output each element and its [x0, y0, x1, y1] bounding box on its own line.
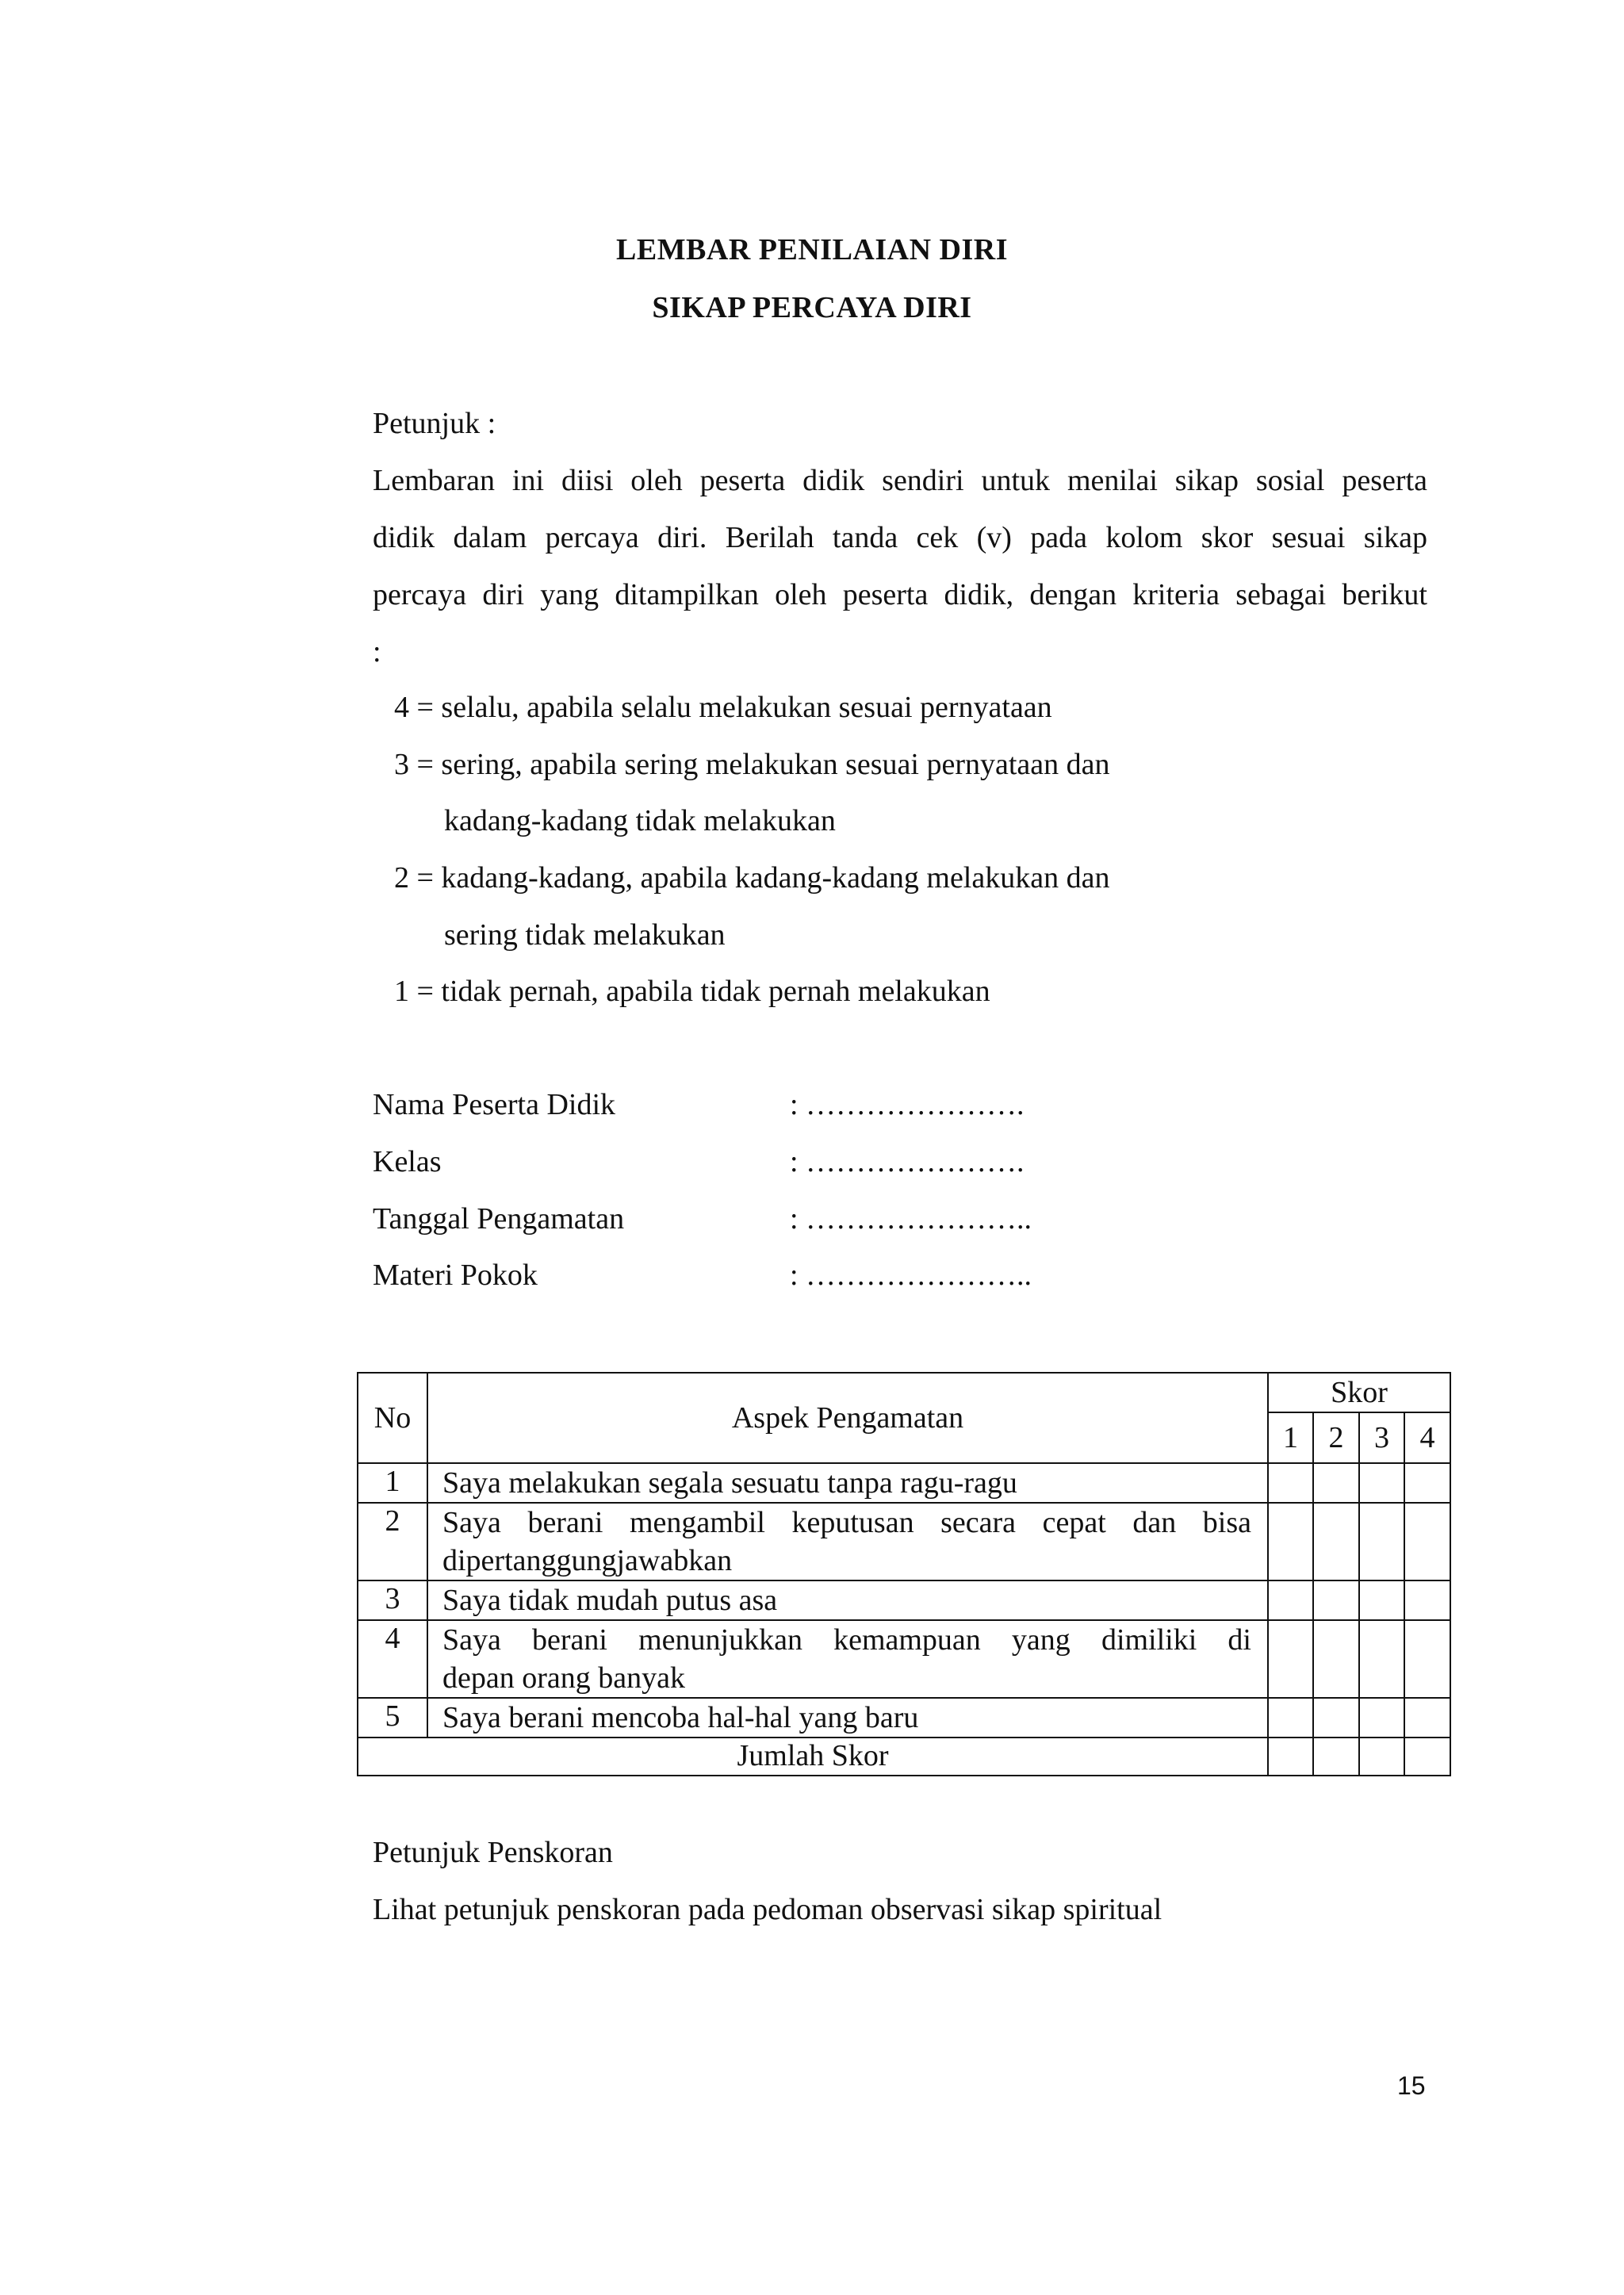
score-cell[interactable] — [1313, 1698, 1359, 1738]
row-aspect: Saya tidak mudah putus asa — [427, 1580, 1268, 1620]
score-cell[interactable] — [1404, 1620, 1450, 1698]
score-cell[interactable] — [1313, 1580, 1359, 1620]
score-cell[interactable] — [1313, 1463, 1359, 1503]
row-number: 1 — [358, 1463, 427, 1503]
field-label-tanggal: Tanggal Pengamatan — [373, 1202, 625, 1236]
field-value-materi: : ………………….. — [790, 1259, 1032, 1292]
score-cell[interactable] — [1268, 1620, 1313, 1698]
document-subtitle: SIKAP PERCAYA DIRI — [652, 291, 972, 324]
paragraph-line: percaya diri yang ditampilkan oleh peserta didik, dengan kriteria sebagai berikut — [373, 578, 1427, 611]
field-label-materi: Materi Pokok — [373, 1259, 538, 1292]
score-cell[interactable] — [1359, 1503, 1404, 1580]
page-number: 15 — [1397, 2071, 1426, 2100]
row-number: 2 — [358, 1503, 427, 1580]
score-cell[interactable] — [1404, 1580, 1450, 1620]
scoring-heading: Petunjuk Penskoran — [373, 1836, 613, 1869]
row-aspect: Saya berani mengambil keputusan secara cepat dan bisa dipertanggungjawabkan — [427, 1503, 1268, 1580]
criterion-2: 2 = kadang-kadang, apabila kadang-kadang melakukan dan — [394, 861, 1110, 895]
criterion-3: 3 = sering, apabila sering melakukan sesuai pernyataan dan — [394, 748, 1110, 781]
score-cell[interactable] — [1268, 1503, 1313, 1580]
score-cell[interactable] — [1404, 1698, 1450, 1738]
criterion-1: 1 = tidak pernah, apabila tidak pernah melakukan — [394, 975, 990, 1008]
score-cell[interactable] — [1268, 1463, 1313, 1503]
score-cell[interactable] — [1359, 1620, 1404, 1698]
table-row — [358, 1580, 1450, 1620]
row-aspect: Saya berani menunjukkan kemampuan yang dimiliki di depan orang banyak — [427, 1620, 1268, 1698]
total-score-cell[interactable] — [1404, 1738, 1450, 1776]
table-row — [358, 1463, 1450, 1503]
paragraph-line: : — [373, 635, 381, 669]
score-cell[interactable] — [1359, 1463, 1404, 1503]
criterion-2-continuation: sering tidak melakukan — [444, 918, 726, 952]
header-score: Skor — [1268, 1373, 1450, 1412]
paragraph-line: Lembaran ini diisi oleh peserta didik sendiri untuk menilai sikap sosial peserta — [373, 464, 1427, 497]
score-col-3: 3 — [1359, 1412, 1404, 1463]
field-value-nama: : …………………. — [790, 1088, 1025, 1121]
row-aspect: Saya berani mencoba hal-hal yang baru — [427, 1698, 1268, 1738]
row-number: 3 — [358, 1580, 427, 1620]
score-col-1: 1 — [1268, 1412, 1313, 1463]
scoring-text: Lihat petunjuk penskoran pada pedoman observasi sikap spiritual — [373, 1893, 1162, 1926]
table-row — [358, 1620, 1450, 1698]
instructions-heading: Petunjuk : — [373, 407, 496, 440]
row-aspect: Saya melakukan segala sesuatu tanpa ragu-ragu — [427, 1463, 1268, 1503]
total-row — [358, 1738, 1450, 1776]
row-number: 4 — [358, 1620, 427, 1698]
score-cell[interactable] — [1359, 1580, 1404, 1620]
score-cell[interactable] — [1268, 1580, 1313, 1620]
document-title: LEMBAR PENILAIAN DIRI — [616, 233, 1008, 266]
header-no: No — [358, 1373, 427, 1463]
total-score-cell[interactable] — [1313, 1738, 1359, 1776]
score-cell[interactable] — [1313, 1503, 1359, 1580]
criterion-3-continuation: kadang-kadang tidak melakukan — [444, 804, 836, 837]
instructions-paragraph — [373, 466, 1427, 694]
field-label-nama: Nama Peserta Didik — [373, 1088, 616, 1121]
assessment-table — [357, 1372, 1451, 1776]
total-score-cell[interactable] — [1268, 1738, 1313, 1776]
table-row — [358, 1698, 1450, 1738]
score-col-4: 4 — [1404, 1412, 1450, 1463]
total-label: Jumlah Skor — [358, 1738, 1268, 1776]
score-col-2: 2 — [1313, 1412, 1359, 1463]
paragraph-line: didik dalam percaya diri. Berilah tanda cek (v) pada kolom skor sesuai sikap — [373, 521, 1427, 554]
field-value-tanggal: : ………………….. — [790, 1202, 1032, 1236]
total-score-cell[interactable] — [1359, 1738, 1404, 1776]
criterion-4: 4 = selalu, apabila selalu melakukan sesuai pernyataan — [394, 691, 1052, 724]
header-aspect: Aspek Pengamatan — [427, 1373, 1268, 1463]
row-number: 5 — [358, 1698, 427, 1738]
score-cell[interactable] — [1404, 1463, 1450, 1503]
field-label-kelas: Kelas — [373, 1145, 442, 1178]
table-row — [358, 1503, 1450, 1580]
score-cell[interactable] — [1404, 1503, 1450, 1580]
field-value-kelas: : …………………. — [790, 1145, 1025, 1178]
score-cell[interactable] — [1313, 1620, 1359, 1698]
score-cell[interactable] — [1359, 1698, 1404, 1738]
score-cell[interactable] — [1268, 1698, 1313, 1738]
